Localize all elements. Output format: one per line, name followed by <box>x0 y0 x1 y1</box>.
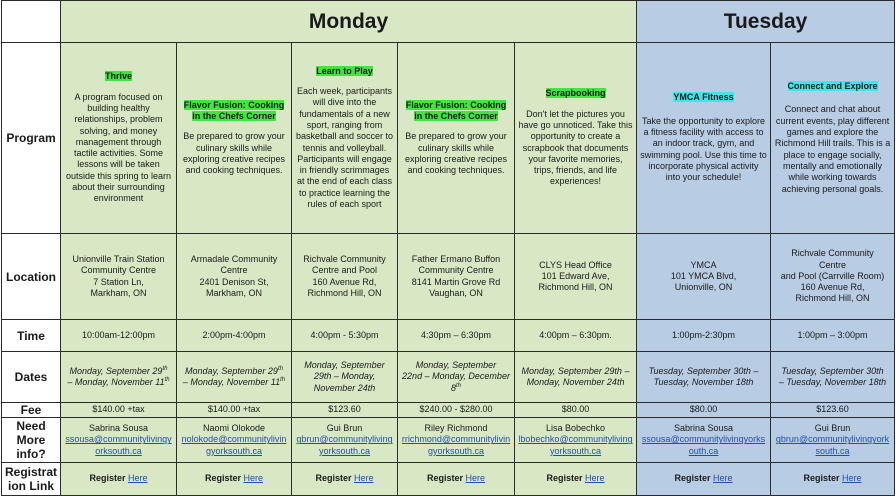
contact-name: Lisa Bobechko <box>545 423 606 434</box>
date-end: – Monday, November 11 <box>182 377 281 387</box>
location-line: Armadale Community <box>190 253 278 264</box>
date-start: Monday, September <box>304 360 385 371</box>
location-cell <box>292 234 398 320</box>
location-line: Unionville Train Station <box>72 253 165 264</box>
registration-cell <box>771 463 895 496</box>
location-cell <box>637 234 771 320</box>
location-line: Community Centre <box>418 265 494 276</box>
register-label: Register <box>546 473 583 484</box>
date-end: 29th – Monday, November 24th <box>313 371 376 393</box>
location-cell <box>177 234 292 320</box>
program-description: Take the opportunity to explore a fitness facility with access to an indoor track, gym, and swimming pool. Use this time to incorporate physical activity into your schedule! <box>640 115 767 183</box>
dates-cell <box>771 352 895 403</box>
location-line: YMCA <box>690 259 717 270</box>
program-title: YMCA Fitness <box>673 92 734 103</box>
location-line: Centre <box>819 259 847 270</box>
program-description: Each week, participants will dive into the fundamentals of a new sport, ranging from basketball and soccer to tennis and volleyball. Participants will engage in friendly scrimmages at the end of each class to practice learning the rules of each sport <box>295 86 394 209</box>
date-end-suffix: th <box>280 377 286 383</box>
date-start: Tuesday, September 30th <box>781 365 884 376</box>
program-cell <box>637 43 771 234</box>
contact-email-link[interactable]: gbrun@communitylivingyorksouth.ca <box>775 434 890 456</box>
contact-name: Gui Brun <box>814 423 851 434</box>
dates-cell <box>61 352 177 403</box>
program-description: Be prepared to grow your culinary skills while exploring creative recipes and cooking techniques. <box>404 131 508 176</box>
register-label: Register <box>204 473 241 484</box>
day-header-monday: Monday <box>61 1 637 43</box>
register-label: Register <box>315 473 352 484</box>
location-cell <box>398 234 515 320</box>
register-here-link[interactable]: Here <box>465 473 486 484</box>
contact-cell <box>515 418 637 463</box>
program-title: Flavor Fusion: Cooking in the Chefs Corner <box>405 99 507 121</box>
location-line: 101 Edward Ave, <box>541 270 610 281</box>
dates-cell <box>177 352 292 403</box>
dates-cell <box>515 352 637 403</box>
register-here-link[interactable]: Here <box>842 473 862 484</box>
program-cell <box>771 43 895 234</box>
contact-cell <box>771 418 895 463</box>
location-row <box>2 234 895 320</box>
registration-cell <box>398 463 515 496</box>
location-line: Unionville, ON <box>674 282 733 293</box>
time-cell: 4:00pm - 5:30pm <box>292 320 398 352</box>
contact-cell <box>398 418 515 463</box>
day-header-tuesday: Tuesday <box>637 1 895 43</box>
program-title: Connect and Explore <box>787 81 878 92</box>
register-here-link[interactable]: Here <box>243 473 264 484</box>
dates-cell <box>292 352 398 403</box>
location-cell <box>515 234 637 320</box>
contact-email-link[interactable]: rrichmond@communitylivingyorksouth.ca <box>401 434 511 456</box>
time-row <box>2 320 895 352</box>
contact-name: Sabrina Sousa <box>88 423 149 434</box>
contact-email-link[interactable]: ssousa@communitylivingyorksouth.ca <box>641 434 766 456</box>
contact-name: Naomi Olokode <box>202 423 266 434</box>
registration-cell <box>637 463 771 496</box>
program-description: Connect and chat about current events, play different games and explore the Richmond Hill trails. This is a place to engage socially, mentally and emotionally while working towards achieving personal goals. <box>774 104 891 194</box>
register-label: Register <box>674 473 711 484</box>
location-line: 160 Avenue Rd, <box>800 282 865 293</box>
row-label-dates: Dates <box>2 352 61 403</box>
register-label: Register <box>803 473 840 484</box>
program-title: Thrive <box>104 71 132 82</box>
contact-cell <box>61 418 177 463</box>
location-line: Richvale Community <box>791 248 874 259</box>
row-label-location: Location <box>2 234 61 320</box>
location-line: and Pool (Carrville Room) <box>780 270 885 281</box>
fee-cell: $80.00 <box>515 403 637 418</box>
location-cell <box>61 234 177 320</box>
location-line: Richmond Hill, ON <box>538 282 613 293</box>
contact-cell <box>292 418 398 463</box>
location-cell <box>771 234 895 320</box>
registration-cell <box>515 463 637 496</box>
registration-row <box>2 463 895 496</box>
time-cell: 1:00pm – 3:00pm <box>771 320 895 352</box>
row-label-program: Program <box>2 43 61 234</box>
contact-row <box>2 418 895 463</box>
time-cell: 2:00pm-4:00pm <box>177 320 292 352</box>
location-line: Richmond Hill, ON <box>307 287 382 298</box>
location-line: Vaughan, ON <box>429 287 483 298</box>
location-line: Richvale Community <box>303 253 386 264</box>
fee-cell: $140.00 +tax <box>177 403 292 418</box>
location-line: 160 Avenue Rd, <box>312 276 377 287</box>
location-line: CLYS Head Office <box>539 259 612 270</box>
program-title: Learn to Play <box>316 65 373 76</box>
row-label-registration: Registrat ion Link <box>2 463 61 496</box>
date-start: Monday, September <box>415 360 497 371</box>
day-header-row <box>2 1 895 43</box>
location-line: Markham, ON <box>205 287 262 298</box>
register-here-link[interactable]: Here <box>128 473 148 484</box>
date-start: Monday, September 29 <box>185 365 278 376</box>
program-cell <box>177 43 292 234</box>
date-end: Tuesday, November 18th <box>653 377 754 387</box>
date-end: 22nd – Monday, December 8 <box>402 371 510 393</box>
registration-cell <box>61 463 177 496</box>
register-here-link[interactable]: Here <box>585 473 605 484</box>
program-description: A program focused on building healthy relationships, problem solving, and money management through tactile activities. Some lessons will be taken outside this spring to learn about their surrounding environment <box>65 91 172 204</box>
registration-cell <box>292 463 398 496</box>
register-here-link[interactable]: Here <box>713 473 733 484</box>
registration-cell <box>177 463 292 496</box>
time-cell: 10:00am-12:00pm <box>61 320 177 352</box>
program-cell <box>292 43 398 234</box>
date-end: Monday, November 24th <box>526 377 625 387</box>
register-label: Register <box>89 473 126 484</box>
contact-email-link[interactable]: gbrun@communitylivingyorksouth.ca <box>296 434 393 456</box>
date-end: – Tuesday, November 18th <box>778 377 887 387</box>
location-line: Markham, ON <box>90 287 147 298</box>
row-label-time: Time <box>2 320 61 352</box>
date-start: Monday, September 29th – <box>521 365 630 376</box>
location-line: 101 YMCA Blvd, <box>670 270 737 281</box>
date-end-suffix: th <box>164 377 170 383</box>
fee-cell: $80.00 <box>637 403 771 418</box>
fee-cell: $123.60 <box>771 403 895 418</box>
date-end: – Monday, November 11 <box>67 377 165 387</box>
date-start: Monday, September 29 <box>69 365 163 376</box>
location-line: Father Ermano Buffon <box>411 253 501 264</box>
date-start-suffix: th <box>162 365 168 372</box>
date-end-suffix: th <box>456 382 462 389</box>
schedule-table <box>1 0 895 496</box>
contact-name: Gui Brun <box>326 423 363 434</box>
contact-email-link[interactable]: ssousa@communitylivingyorksouth.ca <box>65 434 172 456</box>
fee-cell: $140.00 +tax <box>61 403 177 418</box>
program-description: Be prepared to grow your culinary skills while exploring creative recipes and cooking techniques. <box>182 131 286 176</box>
fee-cell: $240.00 - $280.00 <box>398 403 515 418</box>
time-cell: 4:30pm – 6:30pm <box>398 320 515 352</box>
contact-cell <box>637 418 771 463</box>
date-start: Tuesday, September 30th – <box>648 365 759 376</box>
date-start-suffix: th <box>277 365 283 372</box>
row-label-fee: Fee <box>2 403 61 418</box>
time-cell: 1:00pm-2:30pm <box>637 320 771 352</box>
program-title: Flavor Fusion: Cooking in the Chefs Corner <box>183 99 285 121</box>
location-line: Centre and Pool <box>311 265 378 276</box>
dates-row <box>2 352 895 403</box>
fee-cell: $123.60 <box>292 403 398 418</box>
corner-cell <box>2 1 61 43</box>
row-label-need-info: Need More info? <box>2 418 61 463</box>
program-cell <box>61 43 177 234</box>
dates-cell <box>637 352 771 403</box>
contact-name: Riley Richmond <box>424 423 488 434</box>
register-here-link[interactable]: Here <box>354 473 374 484</box>
contact-name: Sabrina Sousa <box>673 423 734 434</box>
program-row <box>2 43 895 234</box>
location-line: 7 Station Ln, <box>93 276 144 287</box>
register-label: Register <box>426 473 463 484</box>
contact-cell <box>177 418 292 463</box>
program-description: Don't let the pictures you have go unnoticed. Take this opportunity to create a scrapbook that documents your favorite memories, trips, friends, and life experiences! <box>518 108 633 187</box>
contact-email-link[interactable]: lbobechko@communitylivingyorksouth.ca <box>518 434 633 456</box>
time-cell: 4:00pm – 6:30pm. <box>515 320 637 352</box>
location-line: Centre <box>220 265 248 276</box>
location-line: 8141 Martin Grove Rd <box>411 276 501 287</box>
location-line: Richmond Hill, ON <box>795 293 870 304</box>
location-line: 2401 Denison St, <box>199 276 269 287</box>
program-cell <box>515 43 637 234</box>
dates-cell <box>398 352 515 403</box>
program-title: Scrapbooking <box>545 88 606 99</box>
contact-email-link[interactable]: nolokode@communitylivingyorksouth.ca <box>181 434 287 456</box>
program-cell <box>398 43 515 234</box>
location-line: Community Centre <box>80 265 157 276</box>
fee-row <box>2 403 895 418</box>
